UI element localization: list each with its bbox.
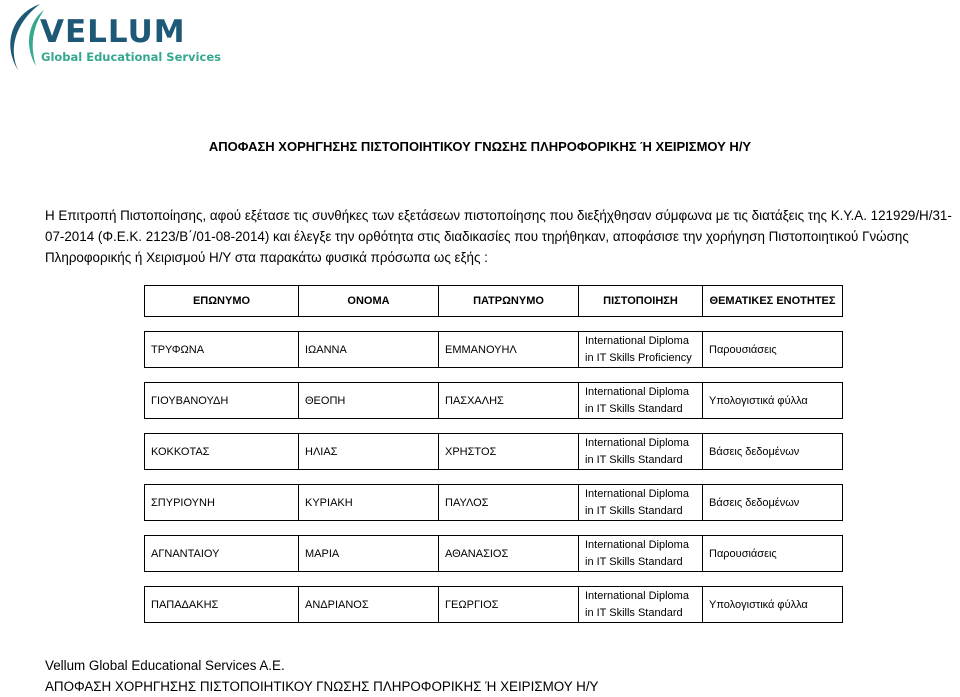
logo-tagline: Global Educational Services [41,50,221,64]
cell-father-name: ΕΜΜΑΝΟΥΗΛ [439,332,579,368]
cert-line: in IT Skills Proficiency [585,351,692,364]
cell-certification [579,587,703,623]
footer-company: Vellum Global Educational Services A.E. [45,658,285,673]
footer-title: ΑΠΟΦΑΣΗ ΧΟΡΗΓΗΣΗΣ ΠΙΣΤΟΠΟΙΗΤΙΚΟΥ ΓΝΩΣΗΣ ΠΛΗΡΟΦΟΡΙΚΗΣ Ή ΧΕΙΡΙΣΜΟΥ Η/Υ [45,679,599,694]
intro-paragraph [45,205,952,268]
cell-name: ΚΥΡΙΑΚΗ [299,485,439,521]
cert-line: in IT Skills Standard [585,504,683,517]
cell-father-name: ΠΑΥΛΟΣ [439,485,579,521]
table-row [145,332,843,368]
cert-line: International Diploma [585,589,689,602]
cell-surname: ΤΡΥΦΩΝΑ [145,332,299,368]
cell-surname: ΣΠΥΡΙΟΥΝΗ [145,485,299,521]
cell-certification [579,332,703,368]
cell-modules: Υπολογιστικά φύλλα [703,587,843,623]
logo-brand: VELLUM [40,14,186,50]
cell-name: ΙΩΑΝΝΑ [299,332,439,368]
table-row [145,485,843,521]
cell-modules: Παρουσιάσεις [703,536,843,572]
header-name: ΟΝΟΜΑ [299,286,439,317]
certification-table [144,285,843,623]
cell-certification [579,485,703,521]
cert-line: International Diploma [585,487,689,500]
cell-surname: ΓΙΟΥΒΑΝΟΥΔΗ [145,383,299,419]
table-header-row [145,286,843,317]
cell-certification [579,383,703,419]
cell-certification [579,536,703,572]
cell-surname: ΚΟΚΚΟΤΑΣ [145,434,299,470]
header-father-name: ΠΑΤΡΩΝΥΜΟ [439,286,579,317]
cert-line: International Diploma [585,334,689,347]
cell-name: ΑΝΔΡΙΑΝΟΣ [299,587,439,623]
cell-father-name: ΠΑΣΧΑΛΗΣ [439,383,579,419]
cell-modules: Βάσεις δεδομένων [703,434,843,470]
cell-father-name: ΓΕΩΡΓΙΟΣ [439,587,579,623]
cell-name: ΗΛΙΑΣ [299,434,439,470]
cell-surname: ΠΑΠΑΔΑΚΗΣ [145,587,299,623]
cell-modules: Βάσεις δεδομένων [703,485,843,521]
header-surname: ΕΠΩΝΥΜΟ [145,286,299,317]
table-row [145,536,843,572]
company-logo [0,0,221,80]
cell-father-name: ΑΘΑΝΑΣΙΟΣ [439,536,579,572]
intro-line: Η Επιτροπή Πιστοποίησης, αφού εξέτασε τις συνθήκες των εξετάσεων πιστοποίησης που διεξήχθησαν σύμφωνα με τις διατάξεις της Κ.Υ.Α. 121929/Η/31- [45,208,952,223]
cert-line: in IT Skills Standard [585,453,683,466]
cert-line: in IT Skills Standard [585,555,683,568]
cert-line: in IT Skills Standard [585,402,683,415]
cell-father-name: ΧΡΗΣΤΟΣ [439,434,579,470]
cell-modules: Παρουσιάσεις [703,332,843,368]
table-row [145,434,843,470]
cert-line: in IT Skills Standard [585,606,683,619]
cert-line: International Diploma [585,538,689,551]
cell-name: ΜΑΡΙΑ [299,536,439,572]
document-title: ΑΠΟΦΑΣΗ ΧΟΡΗΓΗΣΗΣ ΠΙΣΤΟΠΟΙΗΤΙΚΟΥ ΓΝΩΣΗΣ ΠΛΗΡΟΦΟΡΙΚΗΣ Ή ΧΕΙΡΙΣΜΟΥ Η/Υ [208,139,752,154]
table-row [145,383,843,419]
cell-name: ΘΕΟΠΗ [299,383,439,419]
intro-line: 07-2014 (Φ.Ε.Κ. 2123/Β΄/01-08-2014) και έλεγξε την ορθότητα στις διαδικασίες που τηρήθηκαν, αποφάσισε την χορήγηση Πιστοποιητικού Γνώσης [45,229,909,244]
cell-surname: ΑΓΝΑΝΤΑΙΟΥ [145,536,299,572]
table-row [145,587,843,623]
intro-line: Πληροφορικής ή Χειρισμού Η/Υ στα παρακάτω φυσικά πρόσωπα ως εξής : [45,250,488,265]
header-modules: ΘΕΜΑΤΙΚΕΣ ΕΝΟΤΗΤΕΣ [703,286,843,317]
header-certification: ΠΙΣΤΟΠΟΙΗΣΗ [579,286,703,317]
cert-line: International Diploma [585,385,689,398]
page-footer [45,655,598,697]
cert-line: International Diploma [585,436,689,449]
cell-certification [579,434,703,470]
cell-modules: Υπολογιστικά φύλλα [703,383,843,419]
